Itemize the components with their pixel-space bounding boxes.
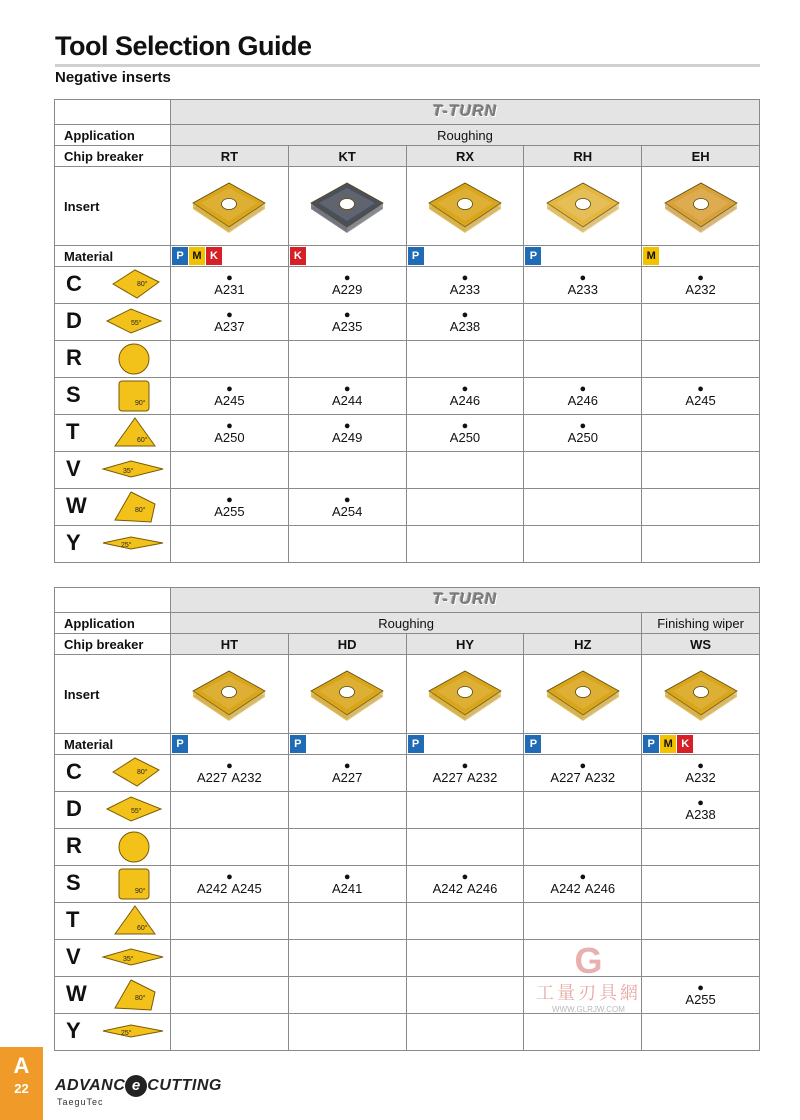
available-dot: ● [226,272,233,284]
availability-cell [171,1014,289,1051]
insert-cell [288,167,406,246]
material-badge-m: M [643,247,659,265]
insert-label: Insert [55,655,171,734]
page-reference: A227 [197,770,228,785]
available-dot: ● [461,871,469,883]
availability-cell [171,304,289,341]
shape-cell [55,304,171,341]
availability-cell [524,415,642,452]
page-number: 22 [14,1081,29,1096]
availability-cell [288,755,406,792]
page-reference: A233 [449,282,481,297]
page-tab [0,1047,43,1120]
corner-angle-label: 90° [135,400,146,407]
available-dot: ● [461,420,469,432]
application-group: Roughing [171,613,642,634]
shape-cell [55,866,171,903]
chip-breaker-name: RT [171,146,289,167]
availability-cell [642,378,760,415]
material-cell [406,734,524,755]
availability-cell [524,267,642,304]
available-dot: ● [343,272,351,284]
page-reference: A233 [567,282,598,297]
page-reference: A254 [332,504,363,519]
material-cell [524,734,642,755]
availability-cell [406,267,524,304]
shape-letter: S [66,382,81,407]
available-dot: ● [461,309,469,321]
availability-cell [288,341,406,378]
insert-cell [524,167,642,246]
availability-cell [406,304,524,341]
page-subtitle: Negative inserts [55,69,171,86]
shape-letter: Y [66,1018,81,1043]
brand-logo [55,1075,222,1107]
insert-cell [171,655,289,734]
corner-angle-label: 55° [131,808,142,815]
availability-cell [288,489,406,526]
page-reference: A246 [567,393,598,408]
shape-cell [55,977,171,1014]
square-icon [101,379,167,413]
available-dot: ● [226,494,233,506]
availability-cell [524,792,642,829]
page-title: Tool Selection Guide [55,31,312,61]
available-dot: ● [579,871,587,883]
available-dot: ● [226,383,233,395]
availability-cell [288,526,406,563]
availability-cell [642,1014,760,1051]
t-turn-logo: T-TURN [432,103,498,120]
shape-letter: W [66,493,87,518]
chip-breaker-name: WS [642,634,760,655]
available-dot: ● [343,871,351,883]
available-dot: ● [697,760,704,772]
page-reference: A245 [214,393,245,408]
availability-cell [171,267,289,304]
insert-label: Insert [55,167,171,246]
section-letter: A [13,1053,30,1078]
page-reference: A227 [550,770,581,785]
available-dot: ● [579,272,587,284]
available-dot: ● [461,383,469,395]
material-cell [171,246,289,267]
insert-image [305,173,389,237]
shape-cell [55,940,171,977]
available-dot: ● [343,760,351,772]
availability-cell [642,267,760,304]
shape-cell [55,526,171,563]
shape-cell [55,792,171,829]
material-badge-k: K [206,247,222,265]
chip-breaker-name: HT [171,634,289,655]
available-dot: ● [226,760,233,772]
selection-table-2 [54,587,760,1051]
material-cell [642,734,760,755]
insert-image [659,173,743,237]
rhombus-35-icon [101,941,167,975]
page-reference: A246 [466,881,498,896]
availability-cell [171,378,289,415]
corner-angle-label: 90° [135,888,146,895]
watermark-url: WWW.GLRJW.COM [552,1005,625,1014]
page-reference: A246 [584,881,616,896]
material-badge-p: P [408,735,424,753]
availability-cell [524,452,642,489]
corner-cell [55,100,171,125]
page-reference: A237 [214,319,245,334]
chip-breaker-name: RX [406,146,524,167]
page-reference: A227 [432,770,463,785]
availability-cell [171,977,289,1014]
shape-letter: Y [66,530,81,555]
availability-cell [406,378,524,415]
availability-cell [524,829,642,866]
page-reference: A250 [214,430,245,445]
application-group: Roughing [171,125,760,146]
watermark [536,940,641,1014]
corner-angle-label: 80° [137,769,148,776]
material-cell [288,734,406,755]
insert-image [187,661,271,725]
rhombus-25-icon [101,1015,167,1049]
shape-letter: C [66,271,82,296]
trigon-icon [101,978,167,1012]
insert-image [659,661,743,725]
material-badge-p: P [290,735,306,753]
shape-cell [55,415,171,452]
available-dot: ● [226,871,233,883]
insert-image [541,173,625,237]
available-dot: ● [697,383,704,395]
triangle-icon [101,904,167,938]
page-reference: A238 [449,319,481,334]
rhombus-80-icon [101,756,167,790]
availability-cell [288,378,406,415]
title-rule [55,64,760,67]
availability-cell [171,489,289,526]
watermark-mark: G [574,940,603,981]
page-reference: A241 [332,881,363,896]
page-reference: A246 [449,393,481,408]
chip-breaker-name: RH [524,146,642,167]
shape-cell [55,378,171,415]
insert-image [423,661,507,725]
t-turn-logo: T-TURN [432,591,498,608]
material-label: Material [55,246,171,267]
shape-letter: V [66,944,81,969]
insert-cell [406,167,524,246]
availability-cell [524,1014,642,1051]
page-reference: A232 [685,282,716,297]
availability-cell [524,341,642,378]
insert-cell [406,655,524,734]
availability-cell [171,526,289,563]
material-cell [288,246,406,267]
page-reference: A232 [584,770,616,785]
chip-breaker-name: HZ [524,634,642,655]
available-dot: ● [226,309,233,321]
availability-cell [171,940,289,977]
corner-angle-label: 25° [121,1030,132,1037]
page-reference: A250 [449,430,481,445]
availability-cell [171,866,289,903]
logo-text-right: CUTTING [147,1077,222,1095]
corner-angle-label: 25° [121,542,132,549]
insert-image [423,173,507,237]
page-reference: A250 [567,430,598,445]
material-cell [642,246,760,267]
availability-cell [288,1014,406,1051]
shape-letter: V [66,456,81,481]
available-dot: ● [697,797,704,809]
application-label: Application [55,613,171,634]
material-badge-p: P [172,735,188,753]
selection-table-1 [54,99,760,563]
material-cell [524,246,642,267]
availability-cell [642,526,760,563]
corner-angle-label: 80° [135,995,146,1002]
availability-cell [171,755,289,792]
availability-cell [642,792,760,829]
availability-cell [171,415,289,452]
availability-cell [406,903,524,940]
material-badge-p: P [643,735,659,753]
shape-letter: D [66,796,82,821]
page-reference: A245 [685,393,716,408]
material-badge-k: K [290,247,306,265]
availability-cell [406,526,524,563]
brand-cell [171,100,760,125]
chip-breaker-label: Chip breaker [55,634,171,655]
available-dot: ● [343,494,351,506]
page-reference: A227 [332,770,363,785]
rhombus-35-icon [101,453,167,487]
availability-cell [288,940,406,977]
availability-cell [171,341,289,378]
availability-cell [406,415,524,452]
material-badge-p: P [525,735,541,753]
corner-angle-label: 60° [137,925,148,932]
insert-cell [524,655,642,734]
availability-cell [642,903,760,940]
page-reference: A229 [332,282,363,297]
availability-cell [642,866,760,903]
availability-cell [524,526,642,563]
shape-letter: W [66,981,87,1006]
chip-breaker-name: EH [642,146,760,167]
availability-cell [642,452,760,489]
chip-breaker-name: KT [288,146,406,167]
availability-cell [642,489,760,526]
brand-cell [171,588,760,613]
page-reference: A245 [231,881,262,896]
availability-cell [524,755,642,792]
shape-letter: D [66,308,82,333]
availability-cell [642,304,760,341]
corner-cell [55,588,171,613]
chip-breaker-label: Chip breaker [55,146,171,167]
corner-angle-label: 60° [137,437,148,444]
shape-letter: T [66,419,80,444]
available-dot: ● [697,982,704,994]
shape-cell [55,341,171,378]
corner-angle-label: 80° [137,281,148,288]
available-dot: ● [461,760,469,772]
insert-image [187,173,271,237]
page-reference: A242 [550,881,581,896]
available-dot: ● [343,309,351,321]
insert-image [541,661,625,725]
logo-subtext: TaeguTec [57,1097,104,1107]
shape-cell [55,267,171,304]
chip-breaker-name: HD [288,634,406,655]
shape-cell [55,755,171,792]
page-reference: A249 [332,430,363,445]
availability-cell [524,304,642,341]
availability-cell [642,755,760,792]
insert-image [305,661,389,725]
availability-cell [406,489,524,526]
availability-cell [288,866,406,903]
page-reference: A255 [685,992,716,1007]
triangle-icon [101,416,167,450]
availability-cell [524,378,642,415]
application-group: Finishing wiper [642,613,760,634]
availability-cell [642,940,760,977]
shape-cell [55,903,171,940]
material-badge-p: P [525,247,541,265]
rhombus-25-icon [101,527,167,561]
availability-cell [524,866,642,903]
shape-letter: R [66,833,82,858]
availability-cell [406,829,524,866]
page-reference: A255 [214,504,245,519]
round-icon [101,830,167,864]
availability-cell [288,829,406,866]
corner-angle-label: 35° [123,468,134,475]
availability-cell [406,1014,524,1051]
rhombus-80-icon [101,268,167,302]
available-dot: ● [579,420,587,432]
availability-cell [288,903,406,940]
material-badge-p: P [172,247,188,265]
available-dot: ● [697,272,704,284]
availability-cell [524,489,642,526]
page-reference: A244 [332,393,363,408]
rhombus-55-icon [101,305,167,339]
availability-cell [288,792,406,829]
shape-cell [55,489,171,526]
round-icon [101,342,167,376]
available-dot: ● [343,383,351,395]
watermark-text: 工量刃具網 [536,983,641,1003]
page-reference: A232 [231,770,262,785]
availability-cell [642,341,760,378]
availability-cell [288,977,406,1014]
availability-cell [406,866,524,903]
availability-cell [406,452,524,489]
availability-cell [406,755,524,792]
trigon-icon [101,490,167,524]
availability-cell [171,792,289,829]
application-label: Application [55,125,171,146]
shape-letter: C [66,759,82,784]
rhombus-55-icon [101,793,167,827]
available-dot: ● [343,420,351,432]
availability-cell [171,829,289,866]
material-badge-m: M [189,247,205,265]
insert-cell [642,655,760,734]
square-icon [101,867,167,901]
available-dot: ● [226,420,233,432]
logo-e: e [125,1075,147,1097]
shape-cell [55,829,171,866]
availability-cell [171,903,289,940]
chip-breaker-name: HY [406,634,524,655]
shape-cell [55,1014,171,1051]
availability-cell [406,940,524,977]
availability-cell [642,829,760,866]
page-reference: A231 [214,282,245,297]
available-dot: ● [579,383,587,395]
shape-letter: T [66,907,80,932]
logo-text-left: ADVANC [55,1077,126,1095]
shape-letter: S [66,870,81,895]
availability-cell [288,267,406,304]
availability-cell [406,792,524,829]
material-badge-p: P [408,247,424,265]
shape-cell [55,452,171,489]
material-cell [406,246,524,267]
page-reference: A242 [197,881,228,896]
material-badge-k: K [677,735,693,753]
corner-angle-label: 80° [135,507,146,514]
available-dot: ● [461,272,469,284]
availability-cell [288,415,406,452]
availability-cell [288,452,406,489]
availability-cell [171,452,289,489]
page-reference: A238 [685,807,716,822]
material-cell [171,734,289,755]
insert-cell [171,167,289,246]
availability-cell [524,903,642,940]
availability-cell [406,341,524,378]
availability-cell [642,415,760,452]
material-badge-m: M [660,735,676,753]
availability-cell [406,977,524,1014]
availability-cell [642,977,760,1014]
available-dot: ● [579,760,587,772]
shape-letter: R [66,345,82,370]
material-label: Material [55,734,171,755]
corner-angle-label: 55° [131,320,142,327]
page-reference: A242 [432,881,463,896]
page-reference: A235 [332,319,363,334]
availability-cell [288,304,406,341]
insert-cell [288,655,406,734]
insert-cell [642,167,760,246]
corner-angle-label: 35° [123,956,134,963]
page-reference: A232 [685,770,716,785]
page-reference: A232 [466,770,498,785]
